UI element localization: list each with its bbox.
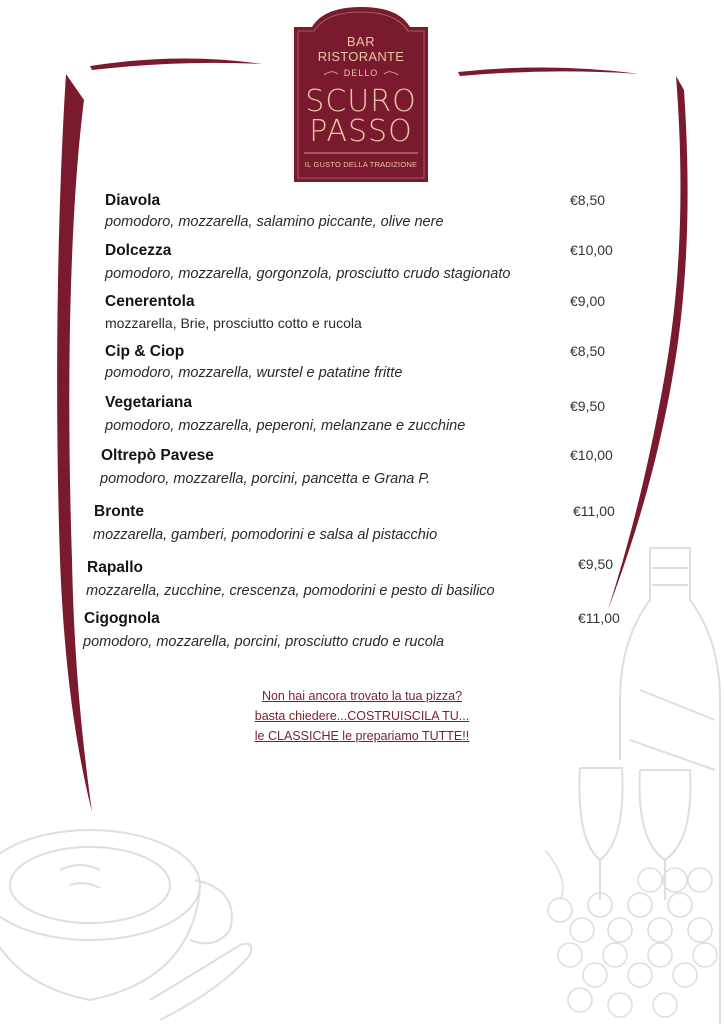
top-right-swoosh (458, 67, 640, 76)
menu-item-price: €9,50 (578, 556, 614, 572)
menu-item-price: €8,50 (570, 192, 606, 208)
menu-item-price: €8,50 (570, 343, 606, 359)
menu-item-price: €11,00 (573, 503, 615, 519)
menu-item-name: Rapallo (87, 559, 143, 576)
note-line-2: basta chiedere...COSTRUISCILA TU... (254, 709, 470, 723)
menu-item-name: Bronte (94, 503, 144, 520)
menu-item-name: Diavola (105, 192, 161, 209)
menu-item-description: pomodoro, mozzarella, gorgonzola, prosciutto crudo stagionato (105, 266, 511, 282)
logo-tagline: IL GUSTO DELLA TRADIZIONE (304, 160, 418, 169)
menu-item-name: Cigognola (84, 610, 160, 627)
menu-item-name: Cip & Ciop (105, 343, 185, 360)
menu-item-price: €11,00 (578, 610, 620, 626)
menu-item-description: pomodoro, mozzarella, peperoni, melanzane e zucchine (105, 418, 466, 434)
menu-item-description: pomodoro, mozzarella, wurstel e patatine fritte (105, 365, 403, 381)
note-line-1: Non hai ancora trovato la tua pizza? (261, 689, 463, 703)
menu-item-price: €10,00 (570, 447, 613, 463)
restaurant-logo (294, 7, 428, 182)
logo-ristorante-text: RISTORANTE (317, 49, 405, 64)
menu-item-name: Oltrepò Pavese (101, 447, 214, 464)
logo-dello-text: DELLO (343, 68, 379, 78)
top-left-swoosh (90, 58, 262, 70)
soup-bowl-sketch (0, 830, 251, 1020)
note-line-3: le CLASSICHE le prepariamo TUTTE!! (254, 729, 470, 743)
menu-item-description: mozzarella, gamberi, pomodorini e salsa al pistacchio (93, 527, 438, 543)
menu-item-price: €9,00 (570, 293, 606, 309)
left-ribbon (57, 74, 92, 812)
menu-item-name: Dolcezza (105, 242, 172, 259)
menu-item-price: €9,50 (570, 398, 606, 414)
logo-passo-text: PASSO (309, 114, 413, 149)
menu-item-description: pomodoro, mozzarella, porcini, pancetta e Grana P. (100, 471, 431, 487)
wine-glasses-sketch (579, 768, 690, 900)
menu-item-description: pomodoro, mozzarella, salamino piccante, olive nere (105, 214, 444, 230)
menu-item-name: Vegetariana (105, 394, 193, 411)
grapes-sketch (545, 850, 717, 1017)
build-your-pizza-note (240, 686, 484, 746)
menu-item-price: €10,00 (570, 242, 613, 258)
menu-item-description: mozzarella, zucchine, crescenza, pomodorini e pesto di basilico (86, 583, 495, 599)
logo-scuro-text: SCURO (305, 84, 417, 119)
wine-bottle-sketch (620, 548, 720, 1024)
menu-item-description: mozzarella, Brie, prosciutto cotto e rucola (105, 315, 362, 331)
logo-bar-text: BAR (346, 34, 376, 49)
menu-item-name: Cenerentola (105, 293, 195, 310)
right-ribbon (608, 76, 688, 610)
menu-item-description: pomodoro, mozzarella, porcini, prosciutto crudo e rucola (83, 634, 445, 650)
